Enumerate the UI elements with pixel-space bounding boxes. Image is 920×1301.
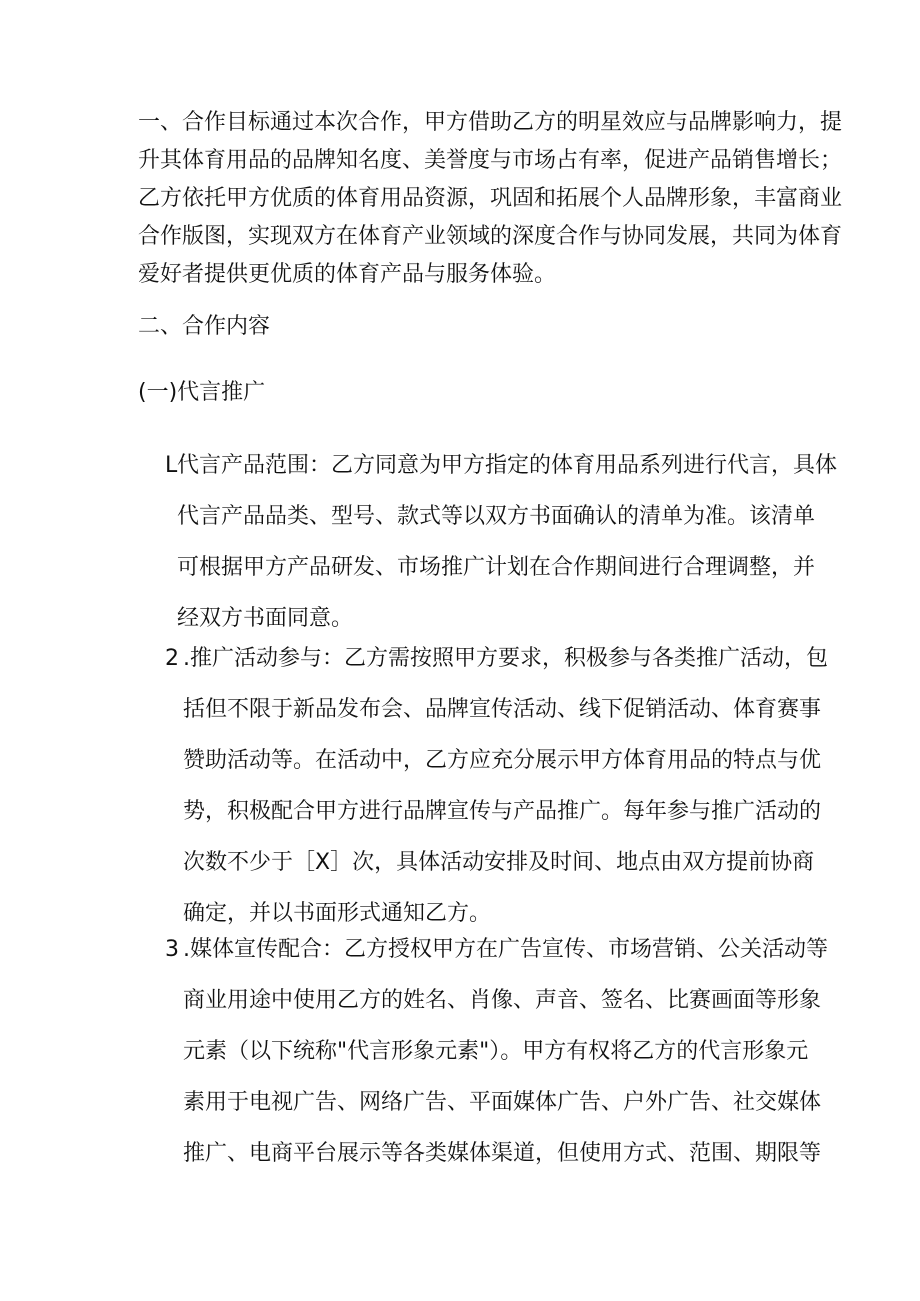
list-item-line: 代言产品范围：乙方同意为甲方指定的体育用品系列进行代言，具体 [177,453,838,478]
list-item-number: 2 [165,646,179,671]
list-item-body [183,640,828,946]
paragraph-line: 一、合作目标通过本次合作，甲方借助乙方的明星效应与品牌影响力，提 [138,110,843,135]
list-item-line: 次数不少于［X］次，具体活动安排及时间、地点由双方提前协商 [183,850,815,875]
list-item-line: 确定，并以书面形式通知乙方。 [183,901,492,926]
list-item-line: 元素（以下统称"代言形象元素"）。甲方有权将乙方的代言形象元 [183,1039,809,1064]
list-item-line: 推广、电商平台展示等各类媒体渠道，但使用方式、范围、期限等 [183,1141,822,1166]
list-item-line: 括但不限于新品发布会、品牌宣传活动、线下促销活动、体育赛事 [183,697,822,722]
list-item-number: L [165,453,178,478]
list-item-line: 商业用途中使用乙方的姓名、肖像、声音、签名、比赛画面等形象 [183,988,822,1013]
paragraph-line: 升其体育用品的品牌知名度、美誉度与市场占有率，促进产品销售增长； [138,148,843,173]
list-item-body [177,447,837,651]
list-item-line: .媒体宣传配合：乙方授权甲方在广告宣传、市场营销、公关活动等 [183,937,828,962]
list-item-line: .推广活动参与：乙方需按照甲方要求，积极参与各类推广活动，包 [183,646,828,671]
paragraph-line: 乙方依托甲方优质的体育用品资源，巩固和拓展个人品牌形象，丰富商业 [138,186,843,211]
list-item-body [183,931,828,1186]
subsection-heading-endorsement: (一)代言推广 [138,380,266,405]
list-item-line: 代言产品品类、型号、款式等以双方书面确认的清单为准。该清单 [177,504,816,529]
section-heading-cooperation-content: 二、合作内容 [138,314,271,339]
list-item-line: 赞助活动等。在活动中，乙方应充分展示甲方体育用品的特点与优 [183,748,822,773]
list-item [165,447,838,657]
list-item [165,931,828,1201]
cooperation-goal-paragraph [138,104,843,294]
list-item-line: 经双方书面同意。 [177,606,354,631]
list-item-number: 3 [165,937,179,962]
list-item-line: 可根据甲方产品研发、市场推广计划在合作期间进行合理调整，并 [177,555,816,580]
list-item-line: 势，积极配合甲方进行品牌宣传与产品推广。每年参与推广活动的 [183,799,822,824]
paragraph-line: 爱好者提供更优质的体育产品与服务体验。 [138,262,557,287]
list-item-line: 素用于电视广告、网络广告、平面媒体广告、户外广告、社交媒体 [183,1090,822,1115]
paragraph-line: 合作版图，实现双方在体育产业领域的深度合作与协同发展，共同为体育 [138,224,843,249]
